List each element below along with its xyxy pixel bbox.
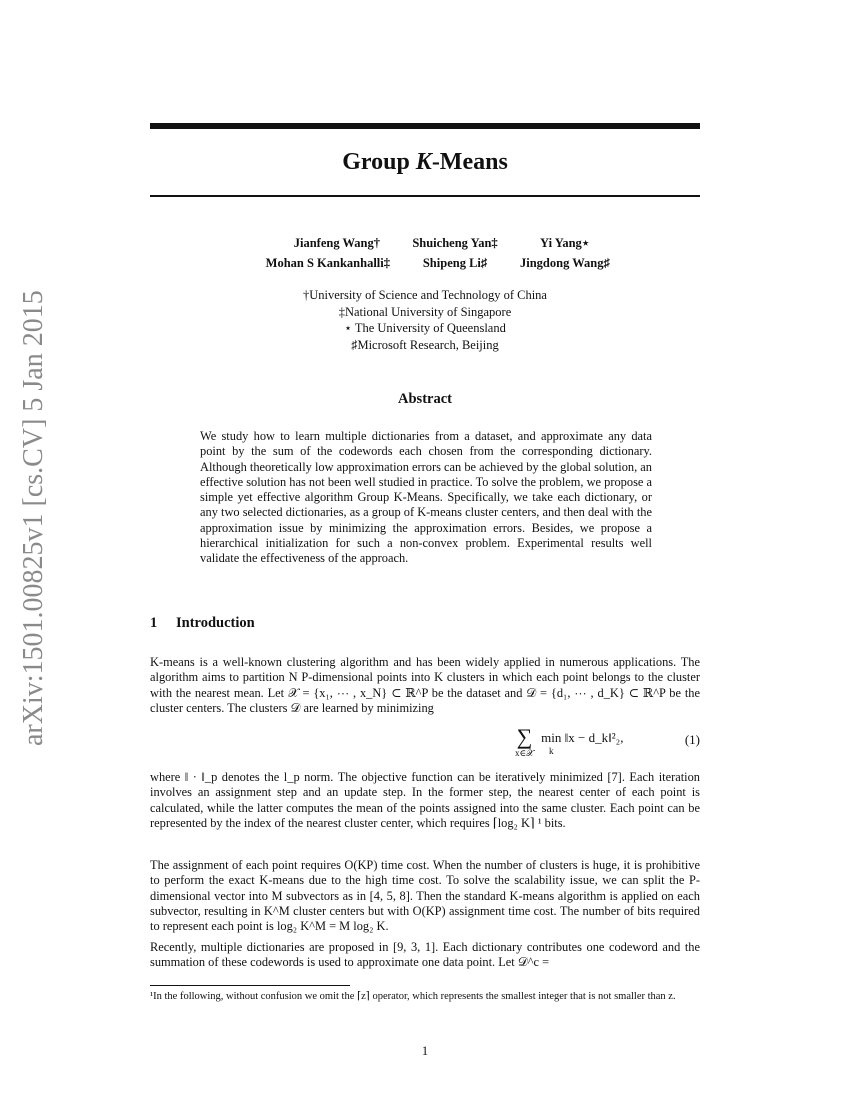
footnote-rule xyxy=(150,985,350,986)
author-block xyxy=(150,233,700,273)
footnote: ¹In the following, without confusion we omit the ⌈z⌉ operator, which represents the smallest integer that is not smaller than z. xyxy=(150,991,676,1002)
affiliation-line: ♯Microsoft Research, Beijing xyxy=(351,337,499,352)
equation-body xyxy=(515,726,623,759)
section-title: Introduction xyxy=(176,615,255,631)
affiliation-block xyxy=(150,287,700,353)
page-number: 1 xyxy=(421,1044,429,1058)
min-index: k xyxy=(549,746,554,756)
sum-operator xyxy=(515,726,534,759)
author-row-1 xyxy=(150,233,700,253)
intro-paragraph-3: The assignment of each point requires O(KP) time cost. When the number of clusters is huge, it is prohibitive to perform the exact K-means due to the high time cost. To solve the scalability issue, we can split the P-dimensional vector into M subvectors as in [4, 5, 8]. Then the standard K-means algorithm is applied on each subvector, resulting in K^M cluster centers but with O(KP) assignment time cost. The number of bits required to represent each point is log₂ K^M = M log₂ K. xyxy=(150,858,700,934)
title-bottom-rule xyxy=(150,195,700,197)
sum-index: x∈𝒳 xyxy=(515,748,534,758)
author-name: Jianfeng Wang† xyxy=(293,236,380,250)
intro-paragraph-1: K-means is a well-known clustering algorithm and has been widely applied in numerous applications. The algorithm aims to partition N P-dimensional points into K clusters in which each point belongs to the cluster with the nearest mean. Let 𝒳 = {x₁, ⋯ , x_N} ⊂ ℝ^P be the dataset and 𝒟 = {d₁, ⋯ , d_K} ⊂ ℝ^P be the cluster centers. The clusters 𝒟 are learned by minimizing xyxy=(150,655,700,715)
paper-title: Group K-Means xyxy=(342,149,508,175)
author-row-2 xyxy=(150,253,700,273)
equation-number: (1) xyxy=(684,732,700,747)
author-name: Mohan S Kankanhalli‡ xyxy=(265,256,390,270)
affiliation-line: ‡National University of Singapore xyxy=(338,304,512,319)
arxiv-stamp-text: arXiv:1501.00825v1 [cs.CV] 5 Jan 2015 xyxy=(18,290,49,746)
author-name: Jingdong Wang♯ xyxy=(520,256,610,270)
intro-paragraph-4: Recently, multiple dictionaries are proposed in [9, 3, 1]. Each dictionary contributes one codeword and the summation of these codewords is used to approximate one data point. Let 𝒟^c = xyxy=(150,940,700,970)
section-heading xyxy=(150,615,700,632)
sum-symbol: ∑ xyxy=(516,724,533,749)
abstract-text: We study how to learn multiple dictionaries from a dataset, and approximate any data point by the sum of the codewords each chosen from the corresponding dictionary. Although theoretically low approximation errors can be achieved by the global solution, an effective solution has not been well studied in practice. To solve the problem, we propose a simple yet effective algorithm Group K-Means. Specifically, we take each dictionary, or any two selected dictionaries, as a group of K-means cluster centers, and then deal with the approximation issue by minimizing the approximation errors. Besides, we propose a hierarchical initialization for such a non-convex problem. Experimental results well validate the effectiveness of the approach. xyxy=(200,429,652,566)
arxiv-side-stamp xyxy=(2,290,56,750)
author-name: Shuicheng Yan‡ xyxy=(412,236,498,250)
section-number: 1 xyxy=(150,615,158,631)
abstract-heading: Abstract xyxy=(398,391,452,407)
affiliation-line: ⋆ The University of Queensland xyxy=(344,321,506,335)
affiliation-line: †University of Science and Technology of China xyxy=(303,288,547,302)
author-name: Shipeng Li♯ xyxy=(422,256,488,270)
equation-expression: ‖x − d_k‖²₂, xyxy=(564,730,624,745)
title-top-rule xyxy=(150,123,700,129)
intro-paragraph-2: where ‖ · ‖_p denotes the l_p norm. The objective function can be iteratively minimized [7]. Each iteration involves an assignment step and an update step. In the former step, the nearest center of each point is calculated, while the latter computes the mean of the points assigned into the same cluster. Each point can be represented by the index of the nearest cluster center, which requires ⌈log₂ K⌉ ¹ bits. xyxy=(150,770,700,830)
author-name: Yi Yang⋆ xyxy=(540,236,590,250)
min-operator xyxy=(541,730,561,756)
equation-1 xyxy=(150,724,700,764)
min-word: min xyxy=(541,730,562,745)
